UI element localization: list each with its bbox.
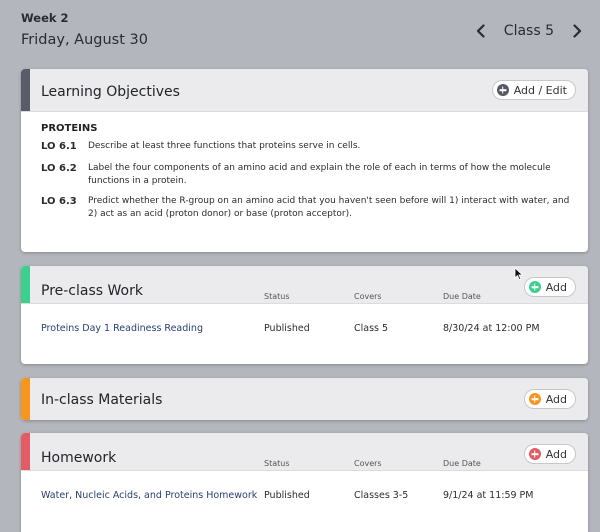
status-cell: Published (264, 490, 310, 501)
date-label: Friday, August 30 (21, 32, 148, 48)
inclass-accent (21, 378, 30, 420)
objectives-accent (21, 69, 30, 111)
due-date-column-header: Due Date (443, 292, 481, 301)
add-preclass-button[interactable] (524, 277, 576, 297)
homework-card (21, 433, 588, 532)
objectives-section-title: PROTEINS (41, 123, 98, 134)
preclass-card (21, 266, 588, 364)
status-column-header: Status (264, 292, 290, 301)
preclass-title: Pre-class Work (41, 283, 143, 299)
due-date-cell: 9/1/24 at 11:59 PM (443, 490, 534, 501)
week-label: Week 2 (21, 11, 69, 25)
add-edit-label: Add / Edit (513, 83, 567, 97)
add-label: Add (545, 280, 567, 294)
covers-cell: Classes 3-5 (354, 490, 409, 501)
inclass-header (21, 378, 588, 420)
objective-text: Describe at least three functions that proteins serve in cells. (88, 141, 361, 151)
due-date-cell: 8/30/24 at 12:00 PM (443, 323, 540, 334)
preclass-header (21, 266, 588, 304)
covers-cell: Class 5 (354, 323, 389, 334)
inclass-title: In-class Materials (41, 392, 163, 408)
status-cell: Published (264, 323, 310, 334)
objectives-header (21, 69, 588, 112)
homework-header (21, 433, 588, 471)
chevron-left-icon[interactable] (474, 20, 488, 42)
add-label: Add (545, 447, 567, 461)
homework-title: Homework (41, 450, 117, 466)
add-homework-button[interactable] (524, 444, 576, 464)
covers-column-header: Covers (354, 292, 382, 301)
objectives-card (21, 69, 588, 252)
objective-code: LO 6.1 (41, 141, 77, 152)
homework-accent (21, 433, 30, 470)
objective-code: LO 6.2 (41, 163, 77, 174)
add-edit-objectives-button[interactable] (492, 80, 576, 100)
objective-text: Label the four components of an amino acid and explain the role of each in terms of how the molecule functions in a protein. (88, 163, 551, 186)
chevron-right-icon[interactable] (570, 20, 584, 42)
class-label: Class 5 (503, 23, 554, 39)
add-label: Add (545, 392, 567, 406)
objective-code: LO 6.3 (41, 196, 77, 207)
class-navigator (474, 20, 584, 42)
assignment-title-link[interactable]: Water, Nucleic Acids, and Proteins Homework (41, 490, 258, 501)
inclass-card (21, 378, 588, 420)
objective-text: Predict whether the R-group on an amino acid that you haven't seen before will 1) interact with water, and 2) act as an acid (proton donor) or base (proton acceptor). (88, 196, 570, 219)
plus-circle-icon (529, 448, 541, 460)
mouse-pointer-icon (514, 267, 524, 281)
plus-circle-icon (497, 84, 509, 96)
add-inclass-button[interactable] (524, 389, 576, 409)
objectives-title: Learning Objectives (41, 84, 180, 100)
status-column-header: Status (264, 459, 290, 468)
plus-circle-icon (529, 393, 541, 405)
covers-column-header: Covers (354, 459, 382, 468)
preclass-accent (21, 266, 30, 303)
plus-circle-icon (529, 281, 541, 293)
due-date-column-header: Due Date (443, 459, 481, 468)
assignment-title-link[interactable]: Proteins Day 1 Readiness Reading (41, 323, 203, 334)
